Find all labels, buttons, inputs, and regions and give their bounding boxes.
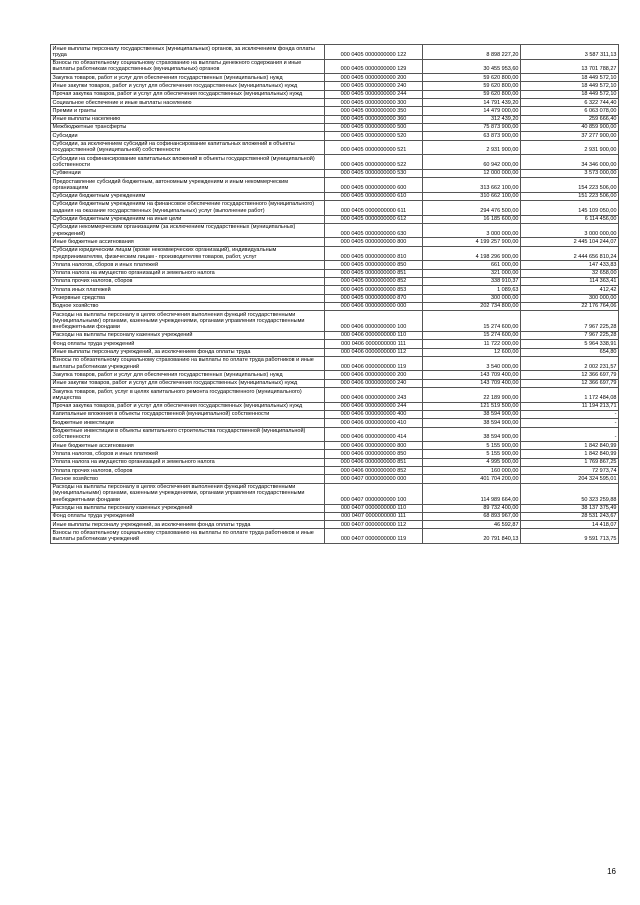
approved-amount-cell: 68 893 967,00 xyxy=(423,512,521,520)
budget-code-cell: 000 0405 0000000000 850 xyxy=(325,261,423,269)
expense-name-cell: Взносы по обязательному социальному страхованию на выплаты по оплате труда работников и иные выплаты работникам учреждений xyxy=(51,356,325,371)
executed-amount-cell: 1 172 484,08 xyxy=(521,388,619,403)
approved-amount-cell: 300 000,00 xyxy=(423,294,521,302)
budget-code-cell: 000 0406 0000000000 400 xyxy=(325,410,423,418)
executed-amount-cell: 72 973,74 xyxy=(521,467,619,475)
table-row xyxy=(51,410,619,418)
expense-name-cell: Субсидии бюджетным учреждениям на финансовое обеспечение государственного (муниципального) задания на оказание государственных (муниципальных) услуг (выполнение работ) xyxy=(51,200,325,215)
executed-amount-cell: 3 587 311,13 xyxy=(521,45,619,60)
budget-code-cell: 000 0405 0000000000 530 xyxy=(325,169,423,177)
budget-code-cell: 000 0405 0000000000 521 xyxy=(325,140,423,155)
executed-amount-cell: 2 444 656 810,24 xyxy=(521,246,619,261)
budget-code-cell: 000 0406 0000000000 111 xyxy=(325,340,423,348)
table-row xyxy=(51,331,619,339)
approved-amount-cell: 20 791 840,13 xyxy=(423,529,521,544)
executed-amount-cell: 1 842 840,99 xyxy=(521,450,619,458)
approved-amount-cell: 14 791 439,20 xyxy=(423,99,521,107)
expense-name-cell: Закупка товаров, работ и услуг для обеспечения государственных (муниципальных) нужд xyxy=(51,371,325,379)
table-row xyxy=(51,140,619,155)
expense-name-cell: Закупка товаров, работ, услуг в целях капитального ремонта государственного (муниципального) имущества xyxy=(51,388,325,403)
budget-code-cell: 000 0405 0000000000 200 xyxy=(325,74,423,82)
expense-name-cell: Уплата иных платежей xyxy=(51,286,325,294)
table-row xyxy=(51,45,619,60)
executed-amount-cell: 13 701 788,27 xyxy=(521,59,619,74)
budget-code-cell: 000 0406 0000000000 100 xyxy=(325,311,423,332)
expense-name-cell: Социальное обеспечение и иные выплаты населению xyxy=(51,99,325,107)
executed-amount-cell: 40 859 900,00 xyxy=(521,123,619,131)
expense-name-cell: Иные выплаты персоналу учреждений, за исключением фонда оплаты труда xyxy=(51,521,325,529)
table-row xyxy=(51,467,619,475)
executed-amount-cell: 50 323 259,88 xyxy=(521,483,619,504)
table-row xyxy=(51,82,619,90)
budget-code-cell: 000 0407 0000000000 111 xyxy=(325,512,423,520)
expense-name-cell: Расходы на выплаты персоналу в целях обеспечения выполнения функций государственными (муниципальными) органами, казенными учреждениями, органами управления государственными внебюджетными фондами xyxy=(51,311,325,332)
budget-table-page xyxy=(50,44,618,544)
approved-amount-cell: 313 662 100,00 xyxy=(423,178,521,193)
approved-amount-cell: 15 274 600,00 xyxy=(423,331,521,339)
approved-amount-cell: 89 732 400,00 xyxy=(423,504,521,512)
table-row xyxy=(51,402,619,410)
executed-amount-cell: 151 223 506,00 xyxy=(521,192,619,200)
expense-name-cell: Иные закупки товаров, работ и услуг для обеспечения государственных (муниципальных) нужд xyxy=(51,379,325,387)
executed-amount-cell: 18 449 572,10 xyxy=(521,74,619,82)
executed-amount-cell: - xyxy=(521,410,619,418)
executed-amount-cell: 12 366 697,79 xyxy=(521,379,619,387)
executed-amount-cell: 38 137 375,49 xyxy=(521,504,619,512)
table-row xyxy=(51,90,619,98)
approved-amount-cell: 60 942 000,00 xyxy=(423,155,521,170)
expense-name-cell: Взносы по обязательному социальному страхованию на выплаты по оплате труда работников и иные выплаты работникам учреждений xyxy=(51,529,325,544)
table-row xyxy=(51,302,619,310)
executed-amount-cell: 18 449 572,10 xyxy=(521,90,619,98)
expense-name-cell: Субсидии юридическим лицам (кроме некоммерческих организаций), индивидуальным предпринимателям, физическим лицам - производителям товаров, работ, услуг xyxy=(51,246,325,261)
expense-name-cell: Водное хозяйство xyxy=(51,302,325,310)
table-row xyxy=(51,348,619,356)
approved-amount-cell: 30 455 953,60 xyxy=(423,59,521,74)
expense-name-cell: Уплата налога на имущество организаций и земельного налога xyxy=(51,269,325,277)
approved-amount-cell: 4 198 296 900,00 xyxy=(423,246,521,261)
table-row xyxy=(51,59,619,74)
expense-name-cell: Бюджетные инвестиции в объекты капитального строительства государственной (муниципальной) собственности xyxy=(51,427,325,442)
executed-amount-cell: 6 063 078,00 xyxy=(521,107,619,115)
expense-name-cell: Субсидии xyxy=(51,132,325,140)
approved-amount-cell: 5 155 900,00 xyxy=(423,442,521,450)
approved-amount-cell: 8 898 227,20 xyxy=(423,45,521,60)
budget-code-cell: 000 0407 0000000000 119 xyxy=(325,529,423,544)
table-row xyxy=(51,442,619,450)
table-row xyxy=(51,483,619,504)
budget-code-cell: 000 0405 0000000000 851 xyxy=(325,269,423,277)
budget-code-cell: 000 0406 0000000000 119 xyxy=(325,356,423,371)
expense-name-cell: Иные выплаты персоналу учреждений, за исключением фонда оплаты труда xyxy=(51,348,325,356)
budget-code-cell: 000 0405 0000000000 122 xyxy=(325,45,423,60)
expense-name-cell: Иные закупки товаров, работ и услуг для обеспечения государственных (муниципальных) нужд xyxy=(51,82,325,90)
budget-code-cell: 000 0406 0000000000 240 xyxy=(325,379,423,387)
expense-name-cell: Субвенции xyxy=(51,169,325,177)
executed-amount-cell: 412,42 xyxy=(521,286,619,294)
budget-code-cell: 000 0405 0000000000 360 xyxy=(325,115,423,123)
budget-code-cell: 000 0407 0000000000 110 xyxy=(325,504,423,512)
executed-amount-cell: - xyxy=(521,427,619,442)
expense-name-cell: Межбюджетные трансферты xyxy=(51,123,325,131)
expense-name-cell: Уплата прочих налогов, сборов xyxy=(51,277,325,285)
executed-amount-cell: 6 322 744,40 xyxy=(521,99,619,107)
approved-amount-cell: 11 722 000,00 xyxy=(423,340,521,348)
table-row xyxy=(51,115,619,123)
table-row xyxy=(51,74,619,82)
budget-code-cell: 000 0406 0000000000 850 xyxy=(325,450,423,458)
executed-amount-cell: - xyxy=(521,419,619,427)
executed-amount-cell: 259 666,40 xyxy=(521,115,619,123)
table-row xyxy=(51,132,619,140)
executed-amount-cell: 3 573 000,00 xyxy=(521,169,619,177)
expense-name-cell: Иные выплаты населению xyxy=(51,115,325,123)
expense-name-cell: Субсидии, за исключением субсидий на софинансирование капитальных вложений в объекты государственной (муниципальной) собственности xyxy=(51,140,325,155)
executed-amount-cell: 9 591 713,75 xyxy=(521,529,619,544)
expense-name-cell: Фонд оплаты труда учреждений xyxy=(51,512,325,520)
budget-table-body xyxy=(51,45,619,544)
executed-amount-cell: 147 433,83 xyxy=(521,261,619,269)
executed-amount-cell: 2 445 104 244,07 xyxy=(521,238,619,246)
approved-amount-cell: 5 155 900,00 xyxy=(423,450,521,458)
executed-amount-cell: 32 658,00 xyxy=(521,269,619,277)
table-row xyxy=(51,340,619,348)
budget-code-cell: 000 0405 0000000000 500 xyxy=(325,123,423,131)
executed-amount-cell: 7 967 225,28 xyxy=(521,311,619,332)
executed-amount-cell: 22 176 764,06 xyxy=(521,302,619,310)
approved-amount-cell: 46 592,87 xyxy=(423,521,521,529)
executed-amount-cell: 654,80 xyxy=(521,348,619,356)
budget-code-cell: 000 0406 0000000000 200 xyxy=(325,371,423,379)
budget-code-cell: 000 0405 0000000000 350 xyxy=(325,107,423,115)
approved-amount-cell: 4 199 257 900,00 xyxy=(423,238,521,246)
expense-name-cell: Иные бюджетные ассигнования xyxy=(51,238,325,246)
table-row xyxy=(51,215,619,223)
expense-name-cell: Капитальные вложения в объекты государственной (муниципальной) собственности xyxy=(51,410,325,418)
approved-amount-cell: 143 709 400,00 xyxy=(423,371,521,379)
table-row xyxy=(51,277,619,285)
budget-code-cell: 000 0406 0000000000 243 xyxy=(325,388,423,403)
executed-amount-cell: 1 842 840,99 xyxy=(521,442,619,450)
approved-amount-cell: 59 620 800,00 xyxy=(423,90,521,98)
expense-name-cell: Уплата прочих налогов, сборов xyxy=(51,467,325,475)
approved-amount-cell: 321 000,00 xyxy=(423,269,521,277)
table-row xyxy=(51,178,619,193)
budget-code-cell: 000 0405 0000000000 612 xyxy=(325,215,423,223)
table-row xyxy=(51,294,619,302)
budget-code-cell: 000 0406 0000000000 852 xyxy=(325,467,423,475)
executed-amount-cell: 300 000,00 xyxy=(521,294,619,302)
executed-amount-cell: 204 324 595,01 xyxy=(521,475,619,483)
table-row xyxy=(51,155,619,170)
approved-amount-cell: 4 995 900,00 xyxy=(423,458,521,466)
table-row xyxy=(51,356,619,371)
budget-code-cell: 000 0405 0000000000 853 xyxy=(325,286,423,294)
budget-code-cell: 000 0405 0000000000 852 xyxy=(325,277,423,285)
approved-amount-cell: 22 189 900,00 xyxy=(423,388,521,403)
approved-amount-cell: 661 000,00 xyxy=(423,261,521,269)
approved-amount-cell: 294 476 500,00 xyxy=(423,200,521,215)
table-row xyxy=(51,419,619,427)
approved-amount-cell: 114 989 664,00 xyxy=(423,483,521,504)
table-row xyxy=(51,223,619,238)
executed-amount-cell: 11 194 213,71 xyxy=(521,402,619,410)
budget-code-cell: 000 0406 0000000000 110 xyxy=(325,331,423,339)
table-row xyxy=(51,99,619,107)
table-row xyxy=(51,371,619,379)
approved-amount-cell: 312 439,20 xyxy=(423,115,521,123)
approved-amount-cell: 38 594 900,00 xyxy=(423,419,521,427)
approved-amount-cell: 121 519 500,00 xyxy=(423,402,521,410)
approved-amount-cell: 3 000 000,00 xyxy=(423,223,521,238)
budget-code-cell: 000 0406 0000000000 414 xyxy=(325,427,423,442)
executed-amount-cell: 6 114 456,00 xyxy=(521,215,619,223)
approved-amount-cell: 338 910,37 xyxy=(423,277,521,285)
approved-amount-cell: 160 000,00 xyxy=(423,467,521,475)
table-row xyxy=(51,512,619,520)
approved-amount-cell: 75 873 900,00 xyxy=(423,123,521,131)
executed-amount-cell: 2 931 900,00 xyxy=(521,140,619,155)
table-row xyxy=(51,521,619,529)
approved-amount-cell: 202 734 800,00 xyxy=(423,302,521,310)
approved-amount-cell: 12 600,00 xyxy=(423,348,521,356)
expense-name-cell: Бюджетные инвестиции xyxy=(51,419,325,427)
executed-amount-cell: 18 449 572,10 xyxy=(521,82,619,90)
approved-amount-cell: 63 873 900,00 xyxy=(423,132,521,140)
approved-amount-cell: 59 620 800,00 xyxy=(423,82,521,90)
table-row xyxy=(51,427,619,442)
executed-amount-cell: 3 000 000,00 xyxy=(521,223,619,238)
table-row xyxy=(51,450,619,458)
approved-amount-cell: 12 000 000,00 xyxy=(423,169,521,177)
expense-name-cell: Расходы на выплаты персоналу казенных учреждений xyxy=(51,331,325,339)
approved-amount-cell: 2 931 900,00 xyxy=(423,140,521,155)
table-row xyxy=(51,200,619,215)
executed-amount-cell: 37 277 900,00 xyxy=(521,132,619,140)
approved-amount-cell: 38 594 900,00 xyxy=(423,410,521,418)
executed-amount-cell: 2 002 231,57 xyxy=(521,356,619,371)
approved-amount-cell: 1 089,63 xyxy=(423,286,521,294)
budget-code-cell: 000 0407 0000000000 000 xyxy=(325,475,423,483)
budget-code-cell: 000 0405 0000000000 611 xyxy=(325,200,423,215)
executed-amount-cell: 154 223 506,00 xyxy=(521,178,619,193)
executed-amount-cell: 34 346 000,00 xyxy=(521,155,619,170)
budget-table xyxy=(50,44,619,544)
expense-name-cell: Предоставление субсидий бюджетным, автономным учреждениям и иным некоммерческим организациям xyxy=(51,178,325,193)
expense-name-cell: Расходы на выплаты персоналу в целях обеспечения выполнения функций государственными (муниципальными) органами, казенными учреждениями, органами управления государственными внебюджетными фондами xyxy=(51,483,325,504)
budget-code-cell: 000 0406 0000000000 112 xyxy=(325,348,423,356)
budget-code-cell: 000 0406 0000000000 244 xyxy=(325,402,423,410)
executed-amount-cell: 28 531 243,67 xyxy=(521,512,619,520)
table-row xyxy=(51,246,619,261)
budget-code-cell: 000 0406 0000000000 410 xyxy=(325,419,423,427)
executed-amount-cell: 7 967 225,28 xyxy=(521,331,619,339)
approved-amount-cell: 15 274 600,00 xyxy=(423,311,521,332)
budget-code-cell: 000 0407 0000000000 112 xyxy=(325,521,423,529)
approved-amount-cell: 3 540 000,00 xyxy=(423,356,521,371)
budget-code-cell: 000 0405 0000000000 800 xyxy=(325,238,423,246)
expense-name-cell: Субсидии бюджетным учреждениям на иные цели xyxy=(51,215,325,223)
budget-code-cell: 000 0405 0000000000 600 xyxy=(325,178,423,193)
expense-name-cell: Премии и гранты xyxy=(51,107,325,115)
table-row xyxy=(51,504,619,512)
executed-amount-cell: 5 964 338,91 xyxy=(521,340,619,348)
expense-name-cell: Расходы на выплаты персоналу казенных учреждений xyxy=(51,504,325,512)
budget-code-cell: 000 0405 0000000000 240 xyxy=(325,82,423,90)
expense-name-cell: Уплата налогов, сборов и иных платежей xyxy=(51,450,325,458)
executed-amount-cell: 114 363,41 xyxy=(521,277,619,285)
table-row xyxy=(51,388,619,403)
budget-code-cell: 000 0405 0000000000 300 xyxy=(325,99,423,107)
table-row xyxy=(51,123,619,131)
budget-code-cell: 000 0406 0000000000 000 xyxy=(325,302,423,310)
table-row xyxy=(51,286,619,294)
expense-name-cell: Иные бюджетные ассигнования xyxy=(51,442,325,450)
approved-amount-cell: 401 704 200,00 xyxy=(423,475,521,483)
executed-amount-cell: 1 769 867,25 xyxy=(521,458,619,466)
table-row xyxy=(51,475,619,483)
executed-amount-cell: 145 109 050,00 xyxy=(521,200,619,215)
budget-code-cell: 000 0405 0000000000 244 xyxy=(325,90,423,98)
table-row xyxy=(51,269,619,277)
expense-name-cell: Взносы по обязательному социальному страхованию на выплаты денежного содержания и иные выплаты работникам государственных (муниципальных) органов xyxy=(51,59,325,74)
expense-name-cell: Лесное хозяйство xyxy=(51,475,325,483)
budget-code-cell: 000 0405 0000000000 520 xyxy=(325,132,423,140)
approved-amount-cell: 16 185 600,00 xyxy=(423,215,521,223)
budget-code-cell: 000 0405 0000000000 870 xyxy=(325,294,423,302)
approved-amount-cell: 14 479 000,00 xyxy=(423,107,521,115)
table-row xyxy=(51,311,619,332)
executed-amount-cell: 14 418,07 xyxy=(521,521,619,529)
budget-code-cell: 000 0405 0000000000 610 xyxy=(325,192,423,200)
table-row xyxy=(51,261,619,269)
expense-name-cell: Субсидии на софинансирование капитальных вложений в объекты государственной (муниципальной) собственности xyxy=(51,155,325,170)
expense-name-cell: Иные выплаты персоналу государственных (муниципальных) органов, за исключением фонда оплаты труда xyxy=(51,45,325,60)
expense-name-cell: Уплата налогов, сборов и иных платежей xyxy=(51,261,325,269)
budget-code-cell: 000 0405 0000000000 630 xyxy=(325,223,423,238)
budget-code-cell: 000 0405 0000000000 522 xyxy=(325,155,423,170)
approved-amount-cell: 38 594 900,00 xyxy=(423,427,521,442)
budget-code-cell: 000 0405 0000000000 810 xyxy=(325,246,423,261)
expense-name-cell: Закупка товаров, работ и услуг для обеспечения государственных (муниципальных) нужд xyxy=(51,74,325,82)
table-row xyxy=(51,238,619,246)
expense-name-cell: Фонд оплаты труда учреждений xyxy=(51,340,325,348)
table-row xyxy=(51,379,619,387)
page-number: 16 xyxy=(607,867,616,876)
budget-code-cell: 000 0406 0000000000 800 xyxy=(325,442,423,450)
budget-code-cell: 000 0407 0000000000 100 xyxy=(325,483,423,504)
approved-amount-cell: 143 709 400,00 xyxy=(423,379,521,387)
expense-name-cell: Прочая закупка товаров, работ и услуг для обеспечения государственных (муниципальных) нужд xyxy=(51,90,325,98)
table-row xyxy=(51,169,619,177)
expense-name-cell: Субсидии некоммерческим организациям (за исключением государственных (муниципальных) учреждений) xyxy=(51,223,325,238)
approved-amount-cell: 59 620 800,00 xyxy=(423,74,521,82)
expense-name-cell: Резервные средства xyxy=(51,294,325,302)
executed-amount-cell: 12 366 697,79 xyxy=(521,371,619,379)
table-row xyxy=(51,458,619,466)
expense-name-cell: Субсидии бюджетным учреждениям xyxy=(51,192,325,200)
table-row xyxy=(51,107,619,115)
table-row xyxy=(51,192,619,200)
expense-name-cell: Уплата налога на имущество организаций и земельного налога xyxy=(51,458,325,466)
table-row xyxy=(51,529,619,544)
budget-code-cell: 000 0406 0000000000 851 xyxy=(325,458,423,466)
expense-name-cell: Прочая закупка товаров, работ и услуг для обеспечения государственных (муниципальных) нужд xyxy=(51,402,325,410)
approved-amount-cell: 310 662 100,00 xyxy=(423,192,521,200)
budget-code-cell: 000 0405 0000000000 129 xyxy=(325,59,423,74)
